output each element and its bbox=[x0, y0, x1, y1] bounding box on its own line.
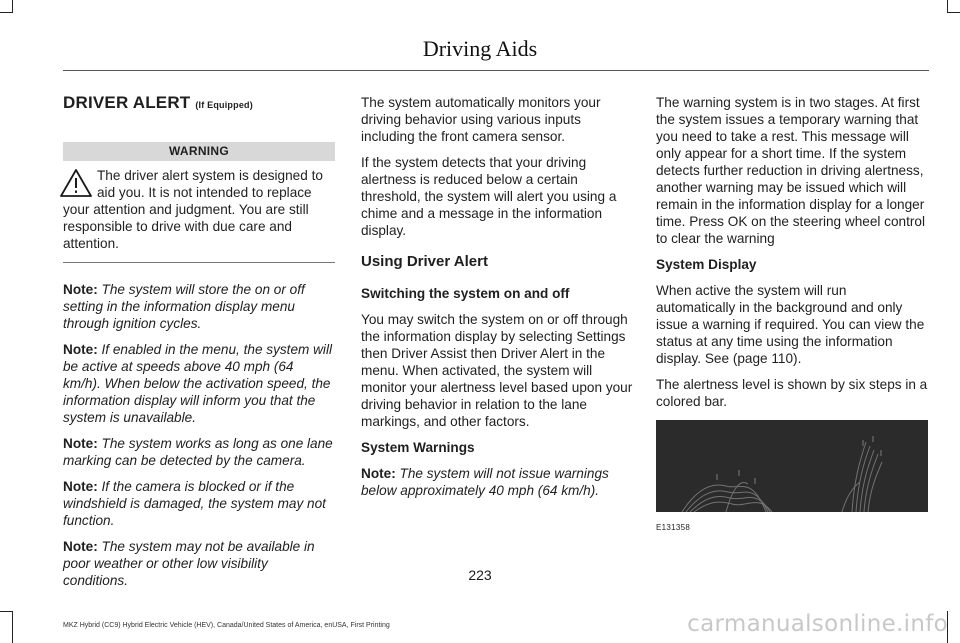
minor-heading: System Warnings bbox=[361, 440, 475, 455]
warning-triangle-icon bbox=[59, 168, 93, 198]
page-title: Driving Aids bbox=[422, 36, 538, 61]
note-text: If the camera is blocked or if the windshield is damaged, the system may not function. bbox=[63, 479, 326, 528]
body-paragraph: The warning system is in two stages. At first the system issues a temporary warning that you need to take a rest. This message will only appear for a short time. If the system detects further reduction in driving alertness, another warning may be issued which will remain in the information display for a longer time. Press OK on the steering wheel control to clear the warning bbox=[656, 95, 925, 246]
note-paragraph bbox=[63, 341, 335, 426]
note-text: The system will store the on or off setting in the information display menu through ignition cycles. bbox=[63, 282, 305, 331]
page-number: 223 bbox=[468, 567, 492, 583]
note-label: Note: bbox=[63, 282, 98, 297]
note-label: Note: bbox=[63, 436, 98, 451]
warning-text: The driver alert system is designed to aid you. It is not intended to replace your attention and judgment. You are still responsible to drive with due care and attention. bbox=[63, 168, 323, 251]
column-left bbox=[63, 94, 335, 598]
crop-mark-bottom-left bbox=[12, 611, 13, 643]
note-label: Note: bbox=[63, 479, 98, 494]
alertness-bar-figure bbox=[656, 420, 928, 512]
warning-divider bbox=[63, 262, 335, 263]
note-paragraph bbox=[63, 435, 335, 469]
column-right bbox=[656, 94, 928, 536]
subsection-heading: Using Driver Alert bbox=[361, 253, 488, 270]
note-label: Note: bbox=[63, 539, 98, 554]
minor-heading: Switching the system on and off bbox=[361, 286, 570, 301]
note-text: The system will not issue warnings below approximately 40 mph (64 km/h). bbox=[361, 466, 609, 498]
warning-box bbox=[63, 167, 335, 252]
column-middle bbox=[361, 94, 633, 508]
header-divider bbox=[63, 70, 929, 71]
warning-banner: WARNING bbox=[63, 142, 335, 161]
note-paragraph bbox=[63, 281, 335, 332]
heading-suffix: (If Equipped) bbox=[195, 100, 253, 110]
note-label: Note: bbox=[361, 466, 396, 481]
heading-text: DRIVER ALERT bbox=[63, 93, 191, 112]
footer-text: MKZ Hybrid (CC9) Hybrid Electric Vehicle (HEV), Canada/United States of America, enUSA, First Printing bbox=[63, 622, 390, 629]
section-heading bbox=[63, 94, 335, 114]
body-paragraph: If the system detects that your driving alertness is reduced below a certain threshold, the system will alert you using a chime and a message in the information display. bbox=[361, 155, 617, 238]
watermark: carmanualsonline.info bbox=[687, 611, 948, 637]
body-paragraph: The alertness level is shown by six steps in a colored bar. bbox=[656, 377, 928, 409]
note-text: If enabled in the menu, the system will be active at speeds above 40 mph (64 km/h). When below the activation speed, the information display will inform you that the system is unavailable. bbox=[63, 342, 332, 425]
body-paragraph: The system automatically monitors your driving behavior using various inputs including the front camera sensor. bbox=[361, 95, 601, 144]
note-text: The system may not be available in poor weather or other low visibility conditions. bbox=[63, 539, 315, 588]
minor-heading: System Display bbox=[656, 257, 757, 272]
note-label: Note: bbox=[63, 342, 98, 357]
crop-mark-top-right bbox=[947, 0, 948, 13]
note-paragraph bbox=[361, 465, 633, 499]
note-text: The system works as long as one lane marking can be detected by the camera. bbox=[63, 436, 333, 468]
crop-mark-top-right bbox=[947, 12, 960, 13]
figure-label: E131358 bbox=[656, 523, 691, 532]
note-paragraph bbox=[63, 478, 335, 529]
crop-mark-top-left bbox=[12, 0, 13, 13]
body-paragraph: You may switch the system on or off through the information display by selecting Settings then Driver Assist then Driver Alert in the menu. When activated, the system will monitor your alertness level based upon your driving behavior in relation to the lane markings, and other factors. bbox=[361, 312, 633, 429]
body-paragraph: When active the system will run automatically in the background and only issue a warning if required. You can view the status at any time using the information display. See (page 110). bbox=[656, 283, 925, 366]
